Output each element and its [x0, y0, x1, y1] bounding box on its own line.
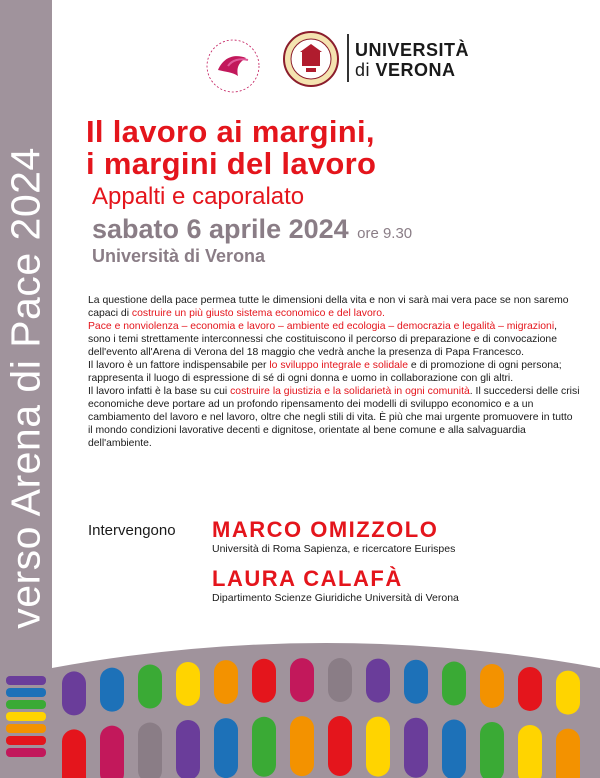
event-subtitle: Appalti e caporalato	[92, 183, 305, 210]
arch-top-11	[442, 662, 466, 706]
arch-top-2	[100, 668, 124, 712]
arch-bottom-11	[442, 720, 466, 778]
date-line	[92, 214, 412, 245]
arch-top-7	[290, 658, 314, 702]
logo-divider	[347, 34, 349, 82]
speakers-label: Intervengono	[88, 522, 176, 539]
arch-bottom-12	[480, 722, 504, 778]
arch-bottom-7	[290, 716, 314, 776]
arena-illustration	[52, 628, 600, 778]
side-band	[0, 0, 52, 778]
arch-top-8	[328, 658, 352, 702]
speaker-1-affiliation: Università di Roma Sapienza, e ricercatore Eurispes	[212, 543, 456, 555]
university-logo-text	[355, 40, 469, 80]
stripe-red	[6, 736, 46, 745]
event-location: Università di Verona	[92, 246, 266, 266]
arch-top-12	[480, 664, 504, 708]
arch-bottom-14	[556, 729, 580, 778]
arch-bottom-2	[100, 726, 124, 778]
arch-bottom-13	[518, 725, 542, 778]
arch-bottom-4	[176, 720, 200, 778]
arch-bottom-9	[366, 717, 390, 777]
speaker-2-affiliation: Dipartimento Scienze Giuridiche Università di Verona	[212, 592, 459, 604]
arch-top-1	[62, 671, 86, 715]
paragraph-2: Pace e nonviolenza – economia e lavoro – ambiente ed ecologia – democrazia e legalità – migrazioni, sono i temi strettamente interconnessi che costituiscono il percorso di preparazione e di convocazione dell'evento all'Arena di Verona del 18 maggio che vedrà anche la presenza di Papa Francesco.	[88, 321, 558, 358]
stripe-yellow	[6, 712, 46, 721]
arch-top-6	[252, 659, 276, 703]
arch-bottom-1	[62, 729, 86, 778]
speaker-2-name: LAURA CALAFÀ	[212, 566, 403, 591]
stripe-orange	[6, 724, 46, 733]
speaker-1-name: MARCO OMIZZOLO	[212, 517, 439, 542]
arch-top-4	[176, 662, 200, 706]
arch-top-3	[138, 665, 162, 709]
paragraph-1: La questione della pace permea tutte le dimensioni della vita e non vi sarà mai vera pace se non saremo capaci di costruire un più giusto sistema economico e del lavoro.	[88, 295, 569, 319]
stripe-blue	[6, 688, 46, 697]
paragraph-4: Il lavoro infatti è la base su cui costruire la giustizia e la solidarietà in ogni comunità. Il succedersi delle crisi economiche deve portare ad un profondo ripensamento dei modelli di sviluppo economico e a un cambiamento del lavoro e nel lavoro, oltre che negli stili di vita. È più che mai urgente promuovere in tutto il mondo condizioni lavorative decenti e dignitose, orientate al bene comune e alla salvaguardia dell'ambiente.	[88, 386, 580, 449]
stripe-green	[6, 700, 46, 709]
arch-top-9	[366, 659, 390, 703]
giustizia-pace-logo	[188, 36, 278, 96]
university-line2-name: VERONA	[375, 60, 456, 80]
arch-bottom-8	[328, 716, 352, 776]
paragraph-3: Il lavoro è un fattore indispensabile per lo sviluppo integrale e solidale e di promozione di ogni persona; rappresenta il luogo di espressione di sé di ogni donna e uomo in collaborazione con gli altri.	[88, 360, 562, 384]
event-date: sabato 6 aprile 2024	[92, 214, 349, 244]
arch-top-14	[556, 671, 580, 715]
title-line2: i margini del lavoro	[86, 146, 377, 181]
arch-bottom-5	[214, 718, 238, 778]
stripe-magenta	[6, 748, 46, 757]
arch-bottom-6	[252, 717, 276, 777]
arch-bottom-10	[404, 718, 428, 778]
rainbow-stripes	[4, 674, 48, 764]
event-time: ore 9.30	[357, 225, 413, 242]
event-description	[88, 294, 580, 450]
arch-top-5	[214, 660, 238, 704]
university-line1: UNIVERSITÀ	[355, 40, 470, 60]
arch-bottom-3	[138, 723, 162, 778]
side-title: verso Arena di Pace 2024	[2, 147, 49, 629]
stripe-purple	[6, 676, 46, 685]
arch-top-13	[518, 667, 542, 711]
arch-top-10	[404, 660, 428, 704]
title-line1: Il lavoro ai margini,	[86, 114, 375, 149]
university-line2-prefix: di	[355, 60, 371, 80]
university-seal-icon	[282, 30, 340, 88]
event-title	[86, 116, 586, 180]
